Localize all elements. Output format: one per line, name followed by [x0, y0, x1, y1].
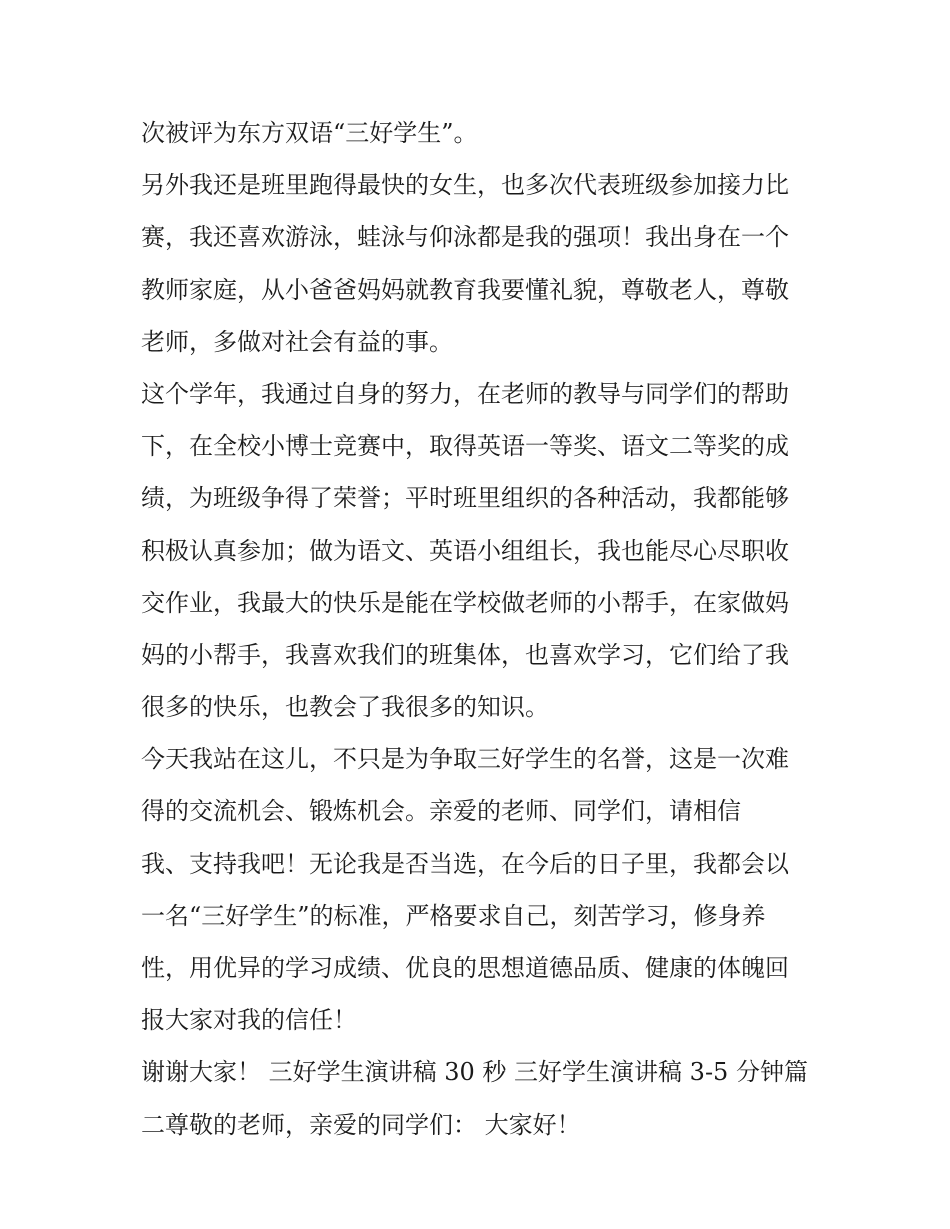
text-line: 二尊敬的老师，亲爱的同学们： 大家好！	[141, 1110, 581, 1139]
text-line: 一名“三好学生”的标准，严格要求自己，刻苦学习，修身养	[141, 901, 766, 930]
text-line: 绩，为班级争得了荣誉；平时班里组织的各种活动，我都能够	[141, 484, 789, 513]
text-line: 另外我还是班里跑得最快的女生，也多次代表班级参加接力比	[141, 171, 789, 200]
text-line: 谢谢大家！ 三好学生演讲稿 30 秒 三好学生演讲稿 3-5 分钟篇	[141, 1058, 808, 1087]
text-line: 性，用优异的学习成绩、优良的思想道德品质、健康的体魄回	[141, 954, 789, 982]
text-line: 报大家对我的信任！	[141, 1006, 357, 1035]
text-line: 赛，我还喜欢游泳，蛙泳与仰泳都是我的强项！我出身在一个	[141, 223, 789, 252]
text-line: 老师，多做对社会有益的事。	[141, 327, 453, 356]
text-line: 我、支持我吧！无论我是否当选，在今后的日子里，我都会以	[141, 849, 789, 878]
text-line: 得的交流机会、锻炼机会。亲爱的老师、同学们，请相信	[141, 797, 741, 826]
text-line: 这个学年，我通过自身的努力，在老师的教导与同学们的帮助	[141, 379, 789, 408]
text-line: 教师家庭，从小爸爸妈妈就教育我要懂礼貌，尊敬老人，尊敬	[141, 275, 789, 304]
text-line: 妈的小帮手，我喜欢我们的班集体，也喜欢学习，它们给了我	[141, 640, 789, 669]
text-line: 今天我站在这儿，不只是为争取三好学生的名誉，这是一次难	[141, 745, 789, 774]
text-line: 次被评为东方双语“三好学生”。	[141, 119, 478, 147]
text-line: 下，在全校小博士竞赛中，取得英语一等奖、语文二等奖的成	[141, 432, 789, 461]
text-line: 交作业，我最大的快乐是能在学校做老师的小帮手，在家做妈	[141, 588, 789, 617]
document-body	[141, 107, 821, 1151]
text-line: 积极认真参加；做为语文、英语小组组长，我也能尽心尽职收	[141, 536, 789, 565]
text-line: 很多的快乐，也教会了我很多的知识。	[141, 693, 549, 722]
